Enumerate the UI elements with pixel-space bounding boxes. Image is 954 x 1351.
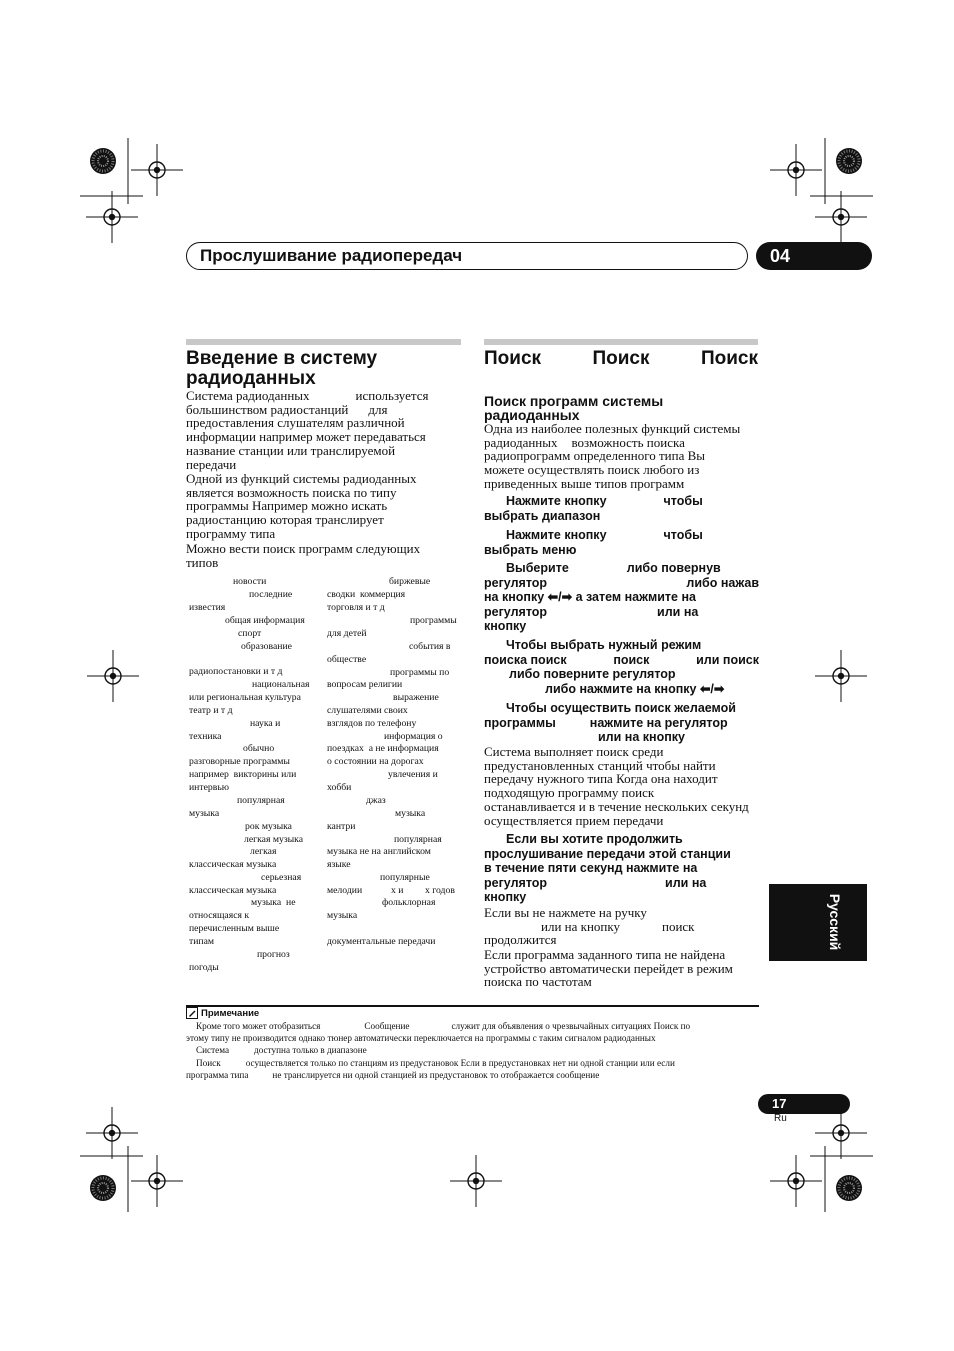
list-item: или региональная культура <box>189 692 301 703</box>
crosshair-icon <box>815 650 867 702</box>
list-item: информация о <box>384 731 443 742</box>
step-4: Чтобы выбрать нужный режим поиска поиск поиск или поиск либо поверните регулятор либо нажмите на кнопку ⬅/➡ <box>484 638 759 696</box>
list-item: национальная <box>252 679 310 690</box>
list-item: общая информация <box>225 615 305 626</box>
list-item: х годов <box>425 885 455 896</box>
list-item: кантри <box>327 821 356 832</box>
crosshair-icon <box>770 144 822 196</box>
star-target-icon <box>836 148 862 174</box>
list-item: выражение <box>393 692 439 703</box>
language-tab: Русский <box>769 884 867 961</box>
list-item: поездках а не информация <box>327 743 439 754</box>
section-heading-rds-intro: Введение в систему радиоданных <box>186 348 378 389</box>
list-item: взглядов по телефону <box>327 718 417 729</box>
list-item: популярные <box>380 872 430 883</box>
list-item: музыка <box>189 808 220 819</box>
list-item: относящаяся к <box>189 910 250 921</box>
star-target-icon <box>90 1175 116 1201</box>
list-item: легкая <box>250 846 277 857</box>
search-intro: Одна из наиболее полезных функций системы радиоданных возможность поиска радиопрограмм определенного типа Вы можете осуществлять поиск любого из приведенных выше типов программ <box>484 421 741 491</box>
list-item: обществе <box>327 654 367 665</box>
continue-paragraph: Если вы не нажмете на ручку или на кнопку поиск продолжится <box>484 905 695 948</box>
list-item: музыка <box>327 910 358 921</box>
chapter-number: 04 <box>756 242 872 270</box>
list-item: прогноз <box>257 949 290 960</box>
list-item: музыка не на английском <box>327 846 431 857</box>
list-item: х и <box>391 885 404 896</box>
list-item: для детей <box>327 628 367 639</box>
section-bar-right <box>484 339 758 345</box>
crosshair-icon <box>770 1155 822 1207</box>
list-item: торговля и т д <box>327 602 385 613</box>
list-item: погоды <box>189 962 219 973</box>
list-item: фольклорная <box>382 897 436 908</box>
types-paragraph: Можно вести поиск программ следующих типов <box>186 541 421 570</box>
list-item: перечисленным выше <box>189 923 280 934</box>
section-bar-left <box>186 339 461 345</box>
list-item: интервью <box>189 782 229 793</box>
list-item: рок музыка <box>245 821 292 832</box>
list-item: программы по <box>390 667 450 678</box>
step-5: Чтобы осуществить поиск желаемой программы нажмите на регулятор или на кнопку <box>484 701 736 745</box>
crosshair-icon <box>815 1107 867 1159</box>
crosshair-icon <box>87 650 139 702</box>
list-item: классическая музыка <box>189 885 277 896</box>
list-item: языке <box>327 859 351 870</box>
fallback-paragraph: Если программа заданного типа не найдена устройство автоматически перейдет в режим поиска по частотам <box>484 947 733 990</box>
list-item: последние <box>249 589 293 600</box>
list-item: увлечения и <box>388 769 438 780</box>
list-item: программы <box>410 615 457 626</box>
note-body: Кроме того может отобразиться Сообщение служит для объявления о чрезвычайных ситуациях Поиск по этому типу не производится однако тюнер автоматически переключается на программы с таким сигналом радиоданных Система доступна только в диапазоне Поиск осуществляется только по станциям из предустановок Если в предустановках нет ни одной станции или если программа типа не транслируется ни одной станцией из предустановок то отображается сообщение <box>186 1021 691 1080</box>
search-result-paragraph: Система выполняет поиск среди предустановленных станций чтобы найти передачу нужного типа Когда она находит подходящую программу поиск останавливается и в течение нескольких секунд осуществляется прием передачи <box>484 744 749 828</box>
star-target-icon <box>90 148 116 174</box>
list-item: образование <box>241 641 292 652</box>
crosshair-icon <box>131 1155 183 1207</box>
crosshair-icon <box>450 1155 502 1207</box>
list-item: например викторины или <box>189 769 297 780</box>
list-item: разговорные программы <box>189 756 290 767</box>
list-item: легкая музыка <box>244 834 304 845</box>
page-language: Ru <box>774 1113 787 1124</box>
list-item: радиопостановки и т д <box>189 666 283 677</box>
note-divider <box>186 1005 759 1007</box>
list-item: спорт <box>238 628 262 639</box>
list-item: популярная <box>237 795 285 806</box>
list-item: серьезная <box>261 872 302 883</box>
list-item: популярная <box>394 834 442 845</box>
crosshair-icon <box>815 191 867 243</box>
list-item: события в <box>409 641 451 652</box>
step-1: Нажмите кнопку чтобы выбрать диапазон <box>484 494 703 523</box>
crosshair-icon <box>86 1107 138 1159</box>
list-item: наука и <box>250 718 281 729</box>
list-item: новости <box>233 576 267 587</box>
list-item: музыка не <box>251 897 296 908</box>
list-item: музыка <box>395 808 426 819</box>
list-item: вопросам религии <box>327 679 403 690</box>
list-item: джаз <box>366 795 386 806</box>
crosshair-icon <box>131 144 183 196</box>
crosshair-icon <box>86 191 138 243</box>
pencil-note-icon <box>186 1007 198 1019</box>
list-item: сводки коммерция <box>327 589 406 600</box>
list-item: обычно <box>243 743 275 754</box>
list-item: мелодии <box>327 885 363 896</box>
intro-paragraph: Система радиоданных используется большинством радиостанций для предоставления слушателям различной информации например может передаваться название станции или транслируемой передачи <box>186 388 429 472</box>
list-item: театр и т д <box>189 705 233 716</box>
list-item: слушателями своих <box>327 705 408 716</box>
list-item: биржевые <box>389 576 431 587</box>
list-item: известия <box>189 602 226 613</box>
list-item: классическая музыка <box>189 859 277 870</box>
step-2: Нажмите кнопку чтобы выбрать меню <box>484 528 703 557</box>
step-6: Если вы хотите продолжить прослушивание передачи этой станции в течение пяти секунд нажмите на регулятор или на кнопку <box>484 832 731 905</box>
list-item: хобби <box>327 782 352 793</box>
list-item: техника <box>189 731 222 742</box>
note-header: Примечание <box>186 1007 259 1019</box>
step-3: Выберите либо повернув регулятор либо нажав на кнопку ⬅/➡ а затем нажмите на регулятор или на кнопку <box>484 561 759 634</box>
page-number: 17 <box>758 1094 850 1114</box>
chapter-title: Прослушивание радиопередач <box>200 246 463 265</box>
list-item: о состоянии на дорогах <box>327 756 424 767</box>
pty-paragraph: Одной из функций системы радиоданных является возможность поиска по типу программы Например можно искать радиостанцию которая транслирует программу типа <box>186 471 417 541</box>
subsection-heading-rds-search: Поиск программ системы радиоданных <box>484 393 664 423</box>
list-item: типам <box>189 936 215 947</box>
section-heading-search: Поиск Поиск Поиск <box>484 348 758 369</box>
list-item: документальные передачи <box>327 936 436 947</box>
star-target-icon <box>836 1175 862 1201</box>
